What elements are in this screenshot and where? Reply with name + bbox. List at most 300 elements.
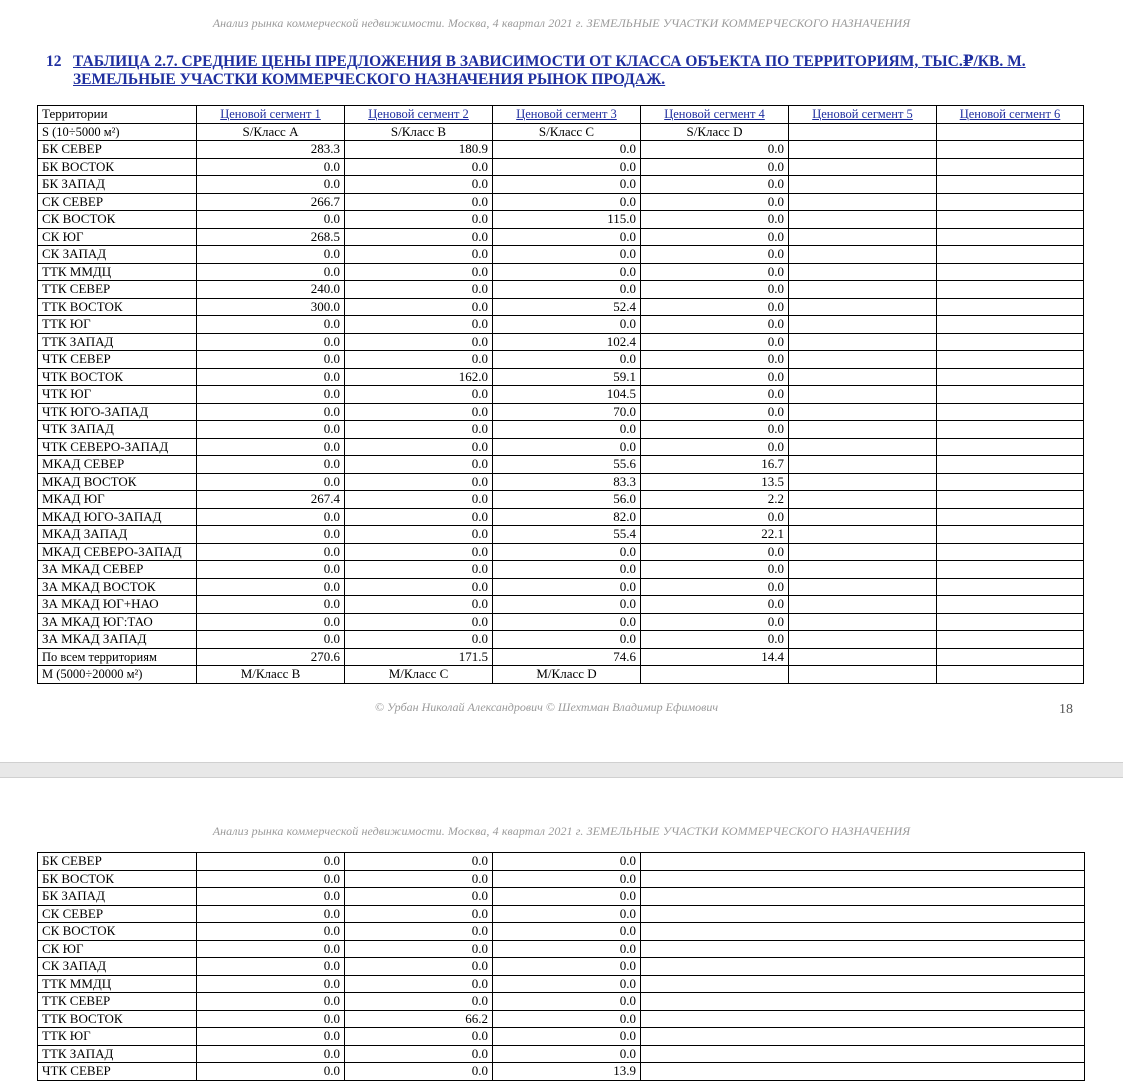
price-cell: 0.0 xyxy=(197,333,345,351)
header-segment-3: Ценовой сегмент 3 xyxy=(493,106,641,124)
price-cell: 0.0 xyxy=(345,228,493,246)
price-cell: 0.0 xyxy=(641,176,789,194)
price-cell: 0.0 xyxy=(197,853,345,871)
price-cell: 0.0 xyxy=(345,613,493,631)
table-row xyxy=(38,281,1084,299)
price-cell xyxy=(789,403,937,421)
price-cell: 0.0 xyxy=(493,870,641,888)
price-cell: 0.0 xyxy=(493,421,641,439)
total-cell: 270.6 xyxy=(197,648,345,666)
price-cell: 0.0 xyxy=(641,316,789,334)
class-label-medium xyxy=(641,666,789,684)
price-cell: 0.0 xyxy=(345,958,493,976)
price-cell: 180.9 xyxy=(345,141,493,159)
table-row xyxy=(38,403,1084,421)
price-cell: 0.0 xyxy=(493,351,641,369)
table-row xyxy=(38,456,1084,474)
price-cell: 59.1 xyxy=(493,368,641,386)
price-cell: 0.0 xyxy=(641,508,789,526)
empty-cell xyxy=(641,1028,1085,1046)
price-cell xyxy=(789,158,937,176)
price-cell: 0.0 xyxy=(493,561,641,579)
price-cell: 0.0 xyxy=(345,158,493,176)
price-cell: 102.4 xyxy=(493,333,641,351)
table-row xyxy=(38,438,1084,456)
header-class-5 xyxy=(789,123,937,141)
price-cell: 0.0 xyxy=(345,403,493,421)
price-cell: 0.0 xyxy=(493,281,641,299)
price-cell: 0.0 xyxy=(493,940,641,958)
table-row xyxy=(38,940,1085,958)
header-row xyxy=(38,106,1084,124)
table-row xyxy=(38,631,1084,649)
price-cell: 0.0 xyxy=(197,1063,345,1081)
price-cell: 0.0 xyxy=(345,421,493,439)
price-cell: 0.0 xyxy=(493,1010,641,1028)
price-cell: 0.0 xyxy=(345,561,493,579)
total-cell xyxy=(789,648,937,666)
territory-name: БК ВОСТОК xyxy=(38,870,197,888)
class-label-medium: М/Класс B xyxy=(197,666,345,684)
price-cell: 0.0 xyxy=(493,631,641,649)
price-cell: 0.0 xyxy=(641,158,789,176)
price-cell xyxy=(789,141,937,159)
price-cell xyxy=(937,281,1084,299)
price-cell: 0.0 xyxy=(493,316,641,334)
territory-name: СК ЗАПАД xyxy=(38,246,197,264)
table-row xyxy=(38,613,1084,631)
price-cell: 0.0 xyxy=(493,1045,641,1063)
total-row xyxy=(38,648,1084,666)
price-cell: 0.0 xyxy=(493,176,641,194)
header-size-range: S (10÷5000 м²) xyxy=(38,123,197,141)
table-row xyxy=(38,543,1084,561)
territory-name: ЗА МКАД ВОСТОК xyxy=(38,578,197,596)
price-cell: 0.0 xyxy=(345,438,493,456)
price-cell: 0.0 xyxy=(641,211,789,229)
price-cell: 2.2 xyxy=(641,491,789,509)
price-cell xyxy=(937,526,1084,544)
total-label: По всем территориям xyxy=(38,648,197,666)
price-cell xyxy=(937,263,1084,281)
price-cell: 0.0 xyxy=(345,631,493,649)
price-cell xyxy=(937,473,1084,491)
table-row xyxy=(38,508,1084,526)
price-cell: 266.7 xyxy=(197,193,345,211)
price-cell: 0.0 xyxy=(345,1045,493,1063)
price-cell: 0.0 xyxy=(197,561,345,579)
price-cell: 0.0 xyxy=(197,905,345,923)
price-cell xyxy=(937,403,1084,421)
header-segment-2: Ценовой сегмент 2 xyxy=(345,106,493,124)
price-cell: 0.0 xyxy=(197,631,345,649)
price-cell xyxy=(937,456,1084,474)
territory-name: БК ЗАПАД xyxy=(38,888,197,906)
territory-name: ЗА МКАД ЮГ:ТАО xyxy=(38,613,197,631)
price-cell: 0.0 xyxy=(493,958,641,976)
price-cell xyxy=(937,596,1084,614)
header-segment-5: Ценовой сегмент 5 xyxy=(789,106,937,124)
price-cell: 0.0 xyxy=(641,613,789,631)
price-cell xyxy=(937,543,1084,561)
price-cell xyxy=(789,228,937,246)
territory-name: БК СЕВЕР xyxy=(38,141,197,159)
price-cell: 0.0 xyxy=(345,456,493,474)
price-cell: 0.0 xyxy=(493,905,641,923)
running-head: Анализ рынка коммерческой недвижимости. Москва, 4 квартал 2021 г. ЗЕМЕЛЬНЫЕ УЧАСТКИ КОММЕРЧЕСКОГО НАЗНАЧЕНИЯ xyxy=(212,824,911,838)
price-cell: 0.0 xyxy=(345,316,493,334)
price-cell xyxy=(937,386,1084,404)
price-cell xyxy=(789,473,937,491)
table-row xyxy=(38,193,1084,211)
price-cell xyxy=(937,228,1084,246)
table-row xyxy=(38,316,1084,334)
territory-name: ТТК СЕВЕР xyxy=(38,281,197,299)
price-cell xyxy=(937,368,1084,386)
price-cell: 0.0 xyxy=(197,456,345,474)
price-cell: 55.4 xyxy=(493,526,641,544)
price-cell: 0.0 xyxy=(641,263,789,281)
price-cell: 0.0 xyxy=(641,403,789,421)
price-cell: 0.0 xyxy=(345,596,493,614)
price-cell xyxy=(789,316,937,334)
price-cell: 0.0 xyxy=(493,246,641,264)
price-cell: 0.0 xyxy=(641,281,789,299)
territory-name: ТТК ЗАПАД xyxy=(38,333,197,351)
territory-name: ТТК ЮГ xyxy=(38,316,197,334)
price-cell xyxy=(789,456,937,474)
table-row xyxy=(38,578,1084,596)
price-cell: 16.7 xyxy=(641,456,789,474)
price-cell: 0.0 xyxy=(641,438,789,456)
price-cell: 0.0 xyxy=(641,228,789,246)
price-cell xyxy=(937,176,1084,194)
territory-name: СК ЗАПАД xyxy=(38,958,197,976)
price-cell: 0.0 xyxy=(345,508,493,526)
price-cell: 13.9 xyxy=(493,1063,641,1081)
table-row xyxy=(38,473,1084,491)
table-row xyxy=(38,993,1085,1011)
price-cell: 22.1 xyxy=(641,526,789,544)
price-cell xyxy=(937,508,1084,526)
price-cell: 104.5 xyxy=(493,386,641,404)
empty-cell xyxy=(641,1045,1085,1063)
price-cell: 0.0 xyxy=(641,386,789,404)
price-cell: 0.0 xyxy=(345,1028,493,1046)
price-cell xyxy=(937,246,1084,264)
territory-name: ТТК ММДЦ xyxy=(38,263,197,281)
price-cell: 0.0 xyxy=(197,578,345,596)
empty-cell xyxy=(641,870,1085,888)
empty-cell xyxy=(641,905,1085,923)
price-cell: 240.0 xyxy=(197,281,345,299)
territory-name: МКАД ВОСТОК xyxy=(38,473,197,491)
price-cell: 0.0 xyxy=(641,368,789,386)
table-row xyxy=(38,1010,1085,1028)
price-cell: 0.0 xyxy=(641,561,789,579)
price-cell xyxy=(937,631,1084,649)
price-cell: 0.0 xyxy=(197,403,345,421)
total-cell: 74.6 xyxy=(493,648,641,666)
table-row xyxy=(38,211,1084,229)
price-cell xyxy=(789,176,937,194)
price-cell xyxy=(937,613,1084,631)
territory-name: ТТК ЮГ xyxy=(38,1028,197,1046)
table-row xyxy=(38,368,1084,386)
table-row xyxy=(38,263,1084,281)
price-cell: 268.5 xyxy=(197,228,345,246)
table-row xyxy=(38,141,1084,159)
caption-number: 12 xyxy=(46,53,62,70)
page-separator xyxy=(0,762,1123,778)
price-cell: 0.0 xyxy=(493,263,641,281)
price-cell: 0.0 xyxy=(197,888,345,906)
price-cell: 0.0 xyxy=(345,491,493,509)
price-cell xyxy=(937,491,1084,509)
price-cell xyxy=(937,298,1084,316)
price-cell: 0.0 xyxy=(197,613,345,631)
price-cell: 0.0 xyxy=(493,923,641,941)
territory-name: СК ВОСТОК xyxy=(38,923,197,941)
next-class-row xyxy=(38,666,1084,684)
price-cell: 0.0 xyxy=(493,228,641,246)
price-cell: 0.0 xyxy=(345,473,493,491)
table-row xyxy=(38,351,1084,369)
territory-name: МКАД СЕВЕР xyxy=(38,456,197,474)
price-cell xyxy=(789,368,937,386)
price-cell: 0.0 xyxy=(345,940,493,958)
price-table-small xyxy=(37,105,1084,684)
price-cell: 0.0 xyxy=(197,421,345,439)
price-cell xyxy=(789,596,937,614)
price-cell: 0.0 xyxy=(197,316,345,334)
price-cell: 0.0 xyxy=(493,158,641,176)
table-row xyxy=(38,333,1084,351)
copyright-footer: © Урбан Николай Александрович © Шехтман Владимир Ефимович xyxy=(374,700,719,714)
table-row xyxy=(38,888,1085,906)
price-cell: 0.0 xyxy=(493,853,641,871)
price-cell: 115.0 xyxy=(493,211,641,229)
territory-name: ЧТК СЕВЕР xyxy=(38,1063,197,1081)
price-cell xyxy=(789,438,937,456)
price-cell xyxy=(789,508,937,526)
price-cell: 0.0 xyxy=(197,958,345,976)
price-cell xyxy=(937,316,1084,334)
table-row xyxy=(38,958,1085,976)
price-cell: 0.0 xyxy=(345,246,493,264)
price-cell: 0.0 xyxy=(345,1063,493,1081)
price-cell xyxy=(789,613,937,631)
price-cell: 0.0 xyxy=(493,543,641,561)
price-cell: 0.0 xyxy=(345,193,493,211)
price-cell: 0.0 xyxy=(197,368,345,386)
price-cell: 70.0 xyxy=(493,403,641,421)
table-row xyxy=(38,228,1084,246)
total-cell: 14.4 xyxy=(641,648,789,666)
price-cell xyxy=(789,386,937,404)
price-cell: 0.0 xyxy=(493,578,641,596)
empty-cell xyxy=(641,993,1085,1011)
table-row xyxy=(38,1045,1085,1063)
empty-cell xyxy=(641,940,1085,958)
price-cell: 0.0 xyxy=(345,526,493,544)
territory-name: ТТК ВОСТОК xyxy=(38,1010,197,1028)
territory-name: СК СЕВЕР xyxy=(38,193,197,211)
price-cell xyxy=(937,561,1084,579)
size-range-medium: М (5000÷20000 м²) xyxy=(38,666,197,684)
price-cell: 0.0 xyxy=(641,141,789,159)
territory-name: ТТК ММДЦ xyxy=(38,975,197,993)
price-cell xyxy=(937,193,1084,211)
class-label-medium: М/Класс C xyxy=(345,666,493,684)
territory-name: ЧТК СЕВЕРО-ЗАПАД xyxy=(38,438,197,456)
territory-name: МКАД ЮГ xyxy=(38,491,197,509)
price-cell: 52.4 xyxy=(493,298,641,316)
price-cell xyxy=(789,193,937,211)
price-cell xyxy=(789,246,937,264)
price-cell: 0.0 xyxy=(641,246,789,264)
territory-name: ТТК ЗАПАД xyxy=(38,1045,197,1063)
table-row xyxy=(38,596,1084,614)
price-cell: 0.0 xyxy=(197,438,345,456)
total-cell xyxy=(937,648,1084,666)
price-cell: 0.0 xyxy=(493,888,641,906)
territory-name: ЧТК ВОСТОК xyxy=(38,368,197,386)
price-cell: 0.0 xyxy=(345,386,493,404)
class-row xyxy=(38,123,1084,141)
territory-name: ТТК СЕВЕР xyxy=(38,993,197,1011)
price-cell: 0.0 xyxy=(197,596,345,614)
price-cell: 0.0 xyxy=(641,351,789,369)
price-cell: 0.0 xyxy=(345,993,493,1011)
territory-name: ТТК ВОСТОК xyxy=(38,298,197,316)
empty-cell xyxy=(641,958,1085,976)
header-territories: Территории xyxy=(38,106,197,124)
territory-name: МКАД ЮГО-ЗАПАД xyxy=(38,508,197,526)
price-cell: 0.0 xyxy=(197,923,345,941)
price-cell: 0.0 xyxy=(197,870,345,888)
empty-cell xyxy=(641,975,1085,993)
price-cell: 55.6 xyxy=(493,456,641,474)
table-row xyxy=(38,526,1084,544)
price-cell: 0.0 xyxy=(345,351,493,369)
price-cell xyxy=(937,333,1084,351)
price-cell: 0.0 xyxy=(345,176,493,194)
price-cell: 0.0 xyxy=(493,193,641,211)
price-cell: 0.0 xyxy=(345,543,493,561)
price-cell: 0.0 xyxy=(345,905,493,923)
table-row xyxy=(38,1063,1085,1081)
header-segment-4: Ценовой сегмент 4 xyxy=(641,106,789,124)
price-cell: 0.0 xyxy=(345,853,493,871)
price-cell xyxy=(789,211,937,229)
total-cell: 171.5 xyxy=(345,648,493,666)
price-cell: 13.5 xyxy=(641,473,789,491)
table-row xyxy=(38,491,1084,509)
price-cell: 0.0 xyxy=(345,298,493,316)
price-cell: 0.0 xyxy=(345,333,493,351)
territory-name: СК ВОСТОК xyxy=(38,211,197,229)
price-cell: 0.0 xyxy=(641,631,789,649)
territory-name: ЗА МКАД ЮГ+НАО xyxy=(38,596,197,614)
price-cell: 0.0 xyxy=(197,543,345,561)
price-cell xyxy=(789,578,937,596)
price-cell xyxy=(789,333,937,351)
territory-name: БК ВОСТОК xyxy=(38,158,197,176)
territory-name: ЧТК ЮГ xyxy=(38,386,197,404)
header-class-6 xyxy=(937,123,1084,141)
price-cell: 0.0 xyxy=(493,141,641,159)
header-class-3: S/Класс C xyxy=(493,123,641,141)
table-row xyxy=(38,386,1084,404)
price-cell: 0.0 xyxy=(345,578,493,596)
price-cell xyxy=(937,421,1084,439)
price-cell: 56.0 xyxy=(493,491,641,509)
territory-name: СК ЮГ xyxy=(38,228,197,246)
price-cell: 162.0 xyxy=(345,368,493,386)
table-row xyxy=(38,421,1084,439)
price-cell: 0.0 xyxy=(197,1010,345,1028)
price-cell: 83.3 xyxy=(493,473,641,491)
price-cell xyxy=(937,438,1084,456)
header-segment-6: Ценовой сегмент 6 xyxy=(937,106,1084,124)
price-cell: 267.4 xyxy=(197,491,345,509)
price-cell: 0.0 xyxy=(197,263,345,281)
territory-name: МКАД ЗАПАД xyxy=(38,526,197,544)
price-cell xyxy=(937,211,1084,229)
header-segment-1: Ценовой сегмент 1 xyxy=(197,106,345,124)
page-19 xyxy=(0,778,1123,1087)
class-label-medium xyxy=(937,666,1084,684)
empty-cell xyxy=(641,853,1085,871)
price-cell xyxy=(789,351,937,369)
price-cell xyxy=(789,491,937,509)
table-row xyxy=(38,176,1084,194)
table-row xyxy=(38,246,1084,264)
price-cell: 300.0 xyxy=(197,298,345,316)
header-class-4: S/Класс D xyxy=(641,123,789,141)
price-cell: 0.0 xyxy=(345,975,493,993)
table-row xyxy=(38,870,1085,888)
price-cell: 0.0 xyxy=(493,438,641,456)
running-head: Анализ рынка коммерческой недвижимости. Москва, 4 квартал 2021 г. ЗЕМЕЛЬНЫЕ УЧАСТКИ КОММЕРЧЕСКОГО НАЗНАЧЕНИЯ xyxy=(212,16,911,30)
price-cell: 66.2 xyxy=(345,1010,493,1028)
table-row xyxy=(38,561,1084,579)
price-cell: 0.0 xyxy=(345,888,493,906)
table-row xyxy=(38,298,1084,316)
price-cell xyxy=(789,281,937,299)
price-cell xyxy=(937,158,1084,176)
territory-name: БК ЗАПАД xyxy=(38,176,197,194)
table-row xyxy=(38,975,1085,993)
table-row xyxy=(38,923,1085,941)
price-cell: 0.0 xyxy=(197,1045,345,1063)
empty-cell xyxy=(641,923,1085,941)
price-cell: 283.3 xyxy=(197,141,345,159)
price-cell: 0.0 xyxy=(197,993,345,1011)
price-cell: 0.0 xyxy=(641,193,789,211)
price-cell: 0.0 xyxy=(197,246,345,264)
price-cell: 0.0 xyxy=(197,211,345,229)
table-row xyxy=(38,905,1085,923)
price-cell: 0.0 xyxy=(641,298,789,316)
price-cell: 0.0 xyxy=(197,508,345,526)
territory-name: ЗА МКАД ЗАПАД xyxy=(38,631,197,649)
empty-cell xyxy=(641,1063,1085,1081)
price-cell: 0.0 xyxy=(493,993,641,1011)
price-cell: 0.0 xyxy=(493,975,641,993)
price-cell: 0.0 xyxy=(197,473,345,491)
